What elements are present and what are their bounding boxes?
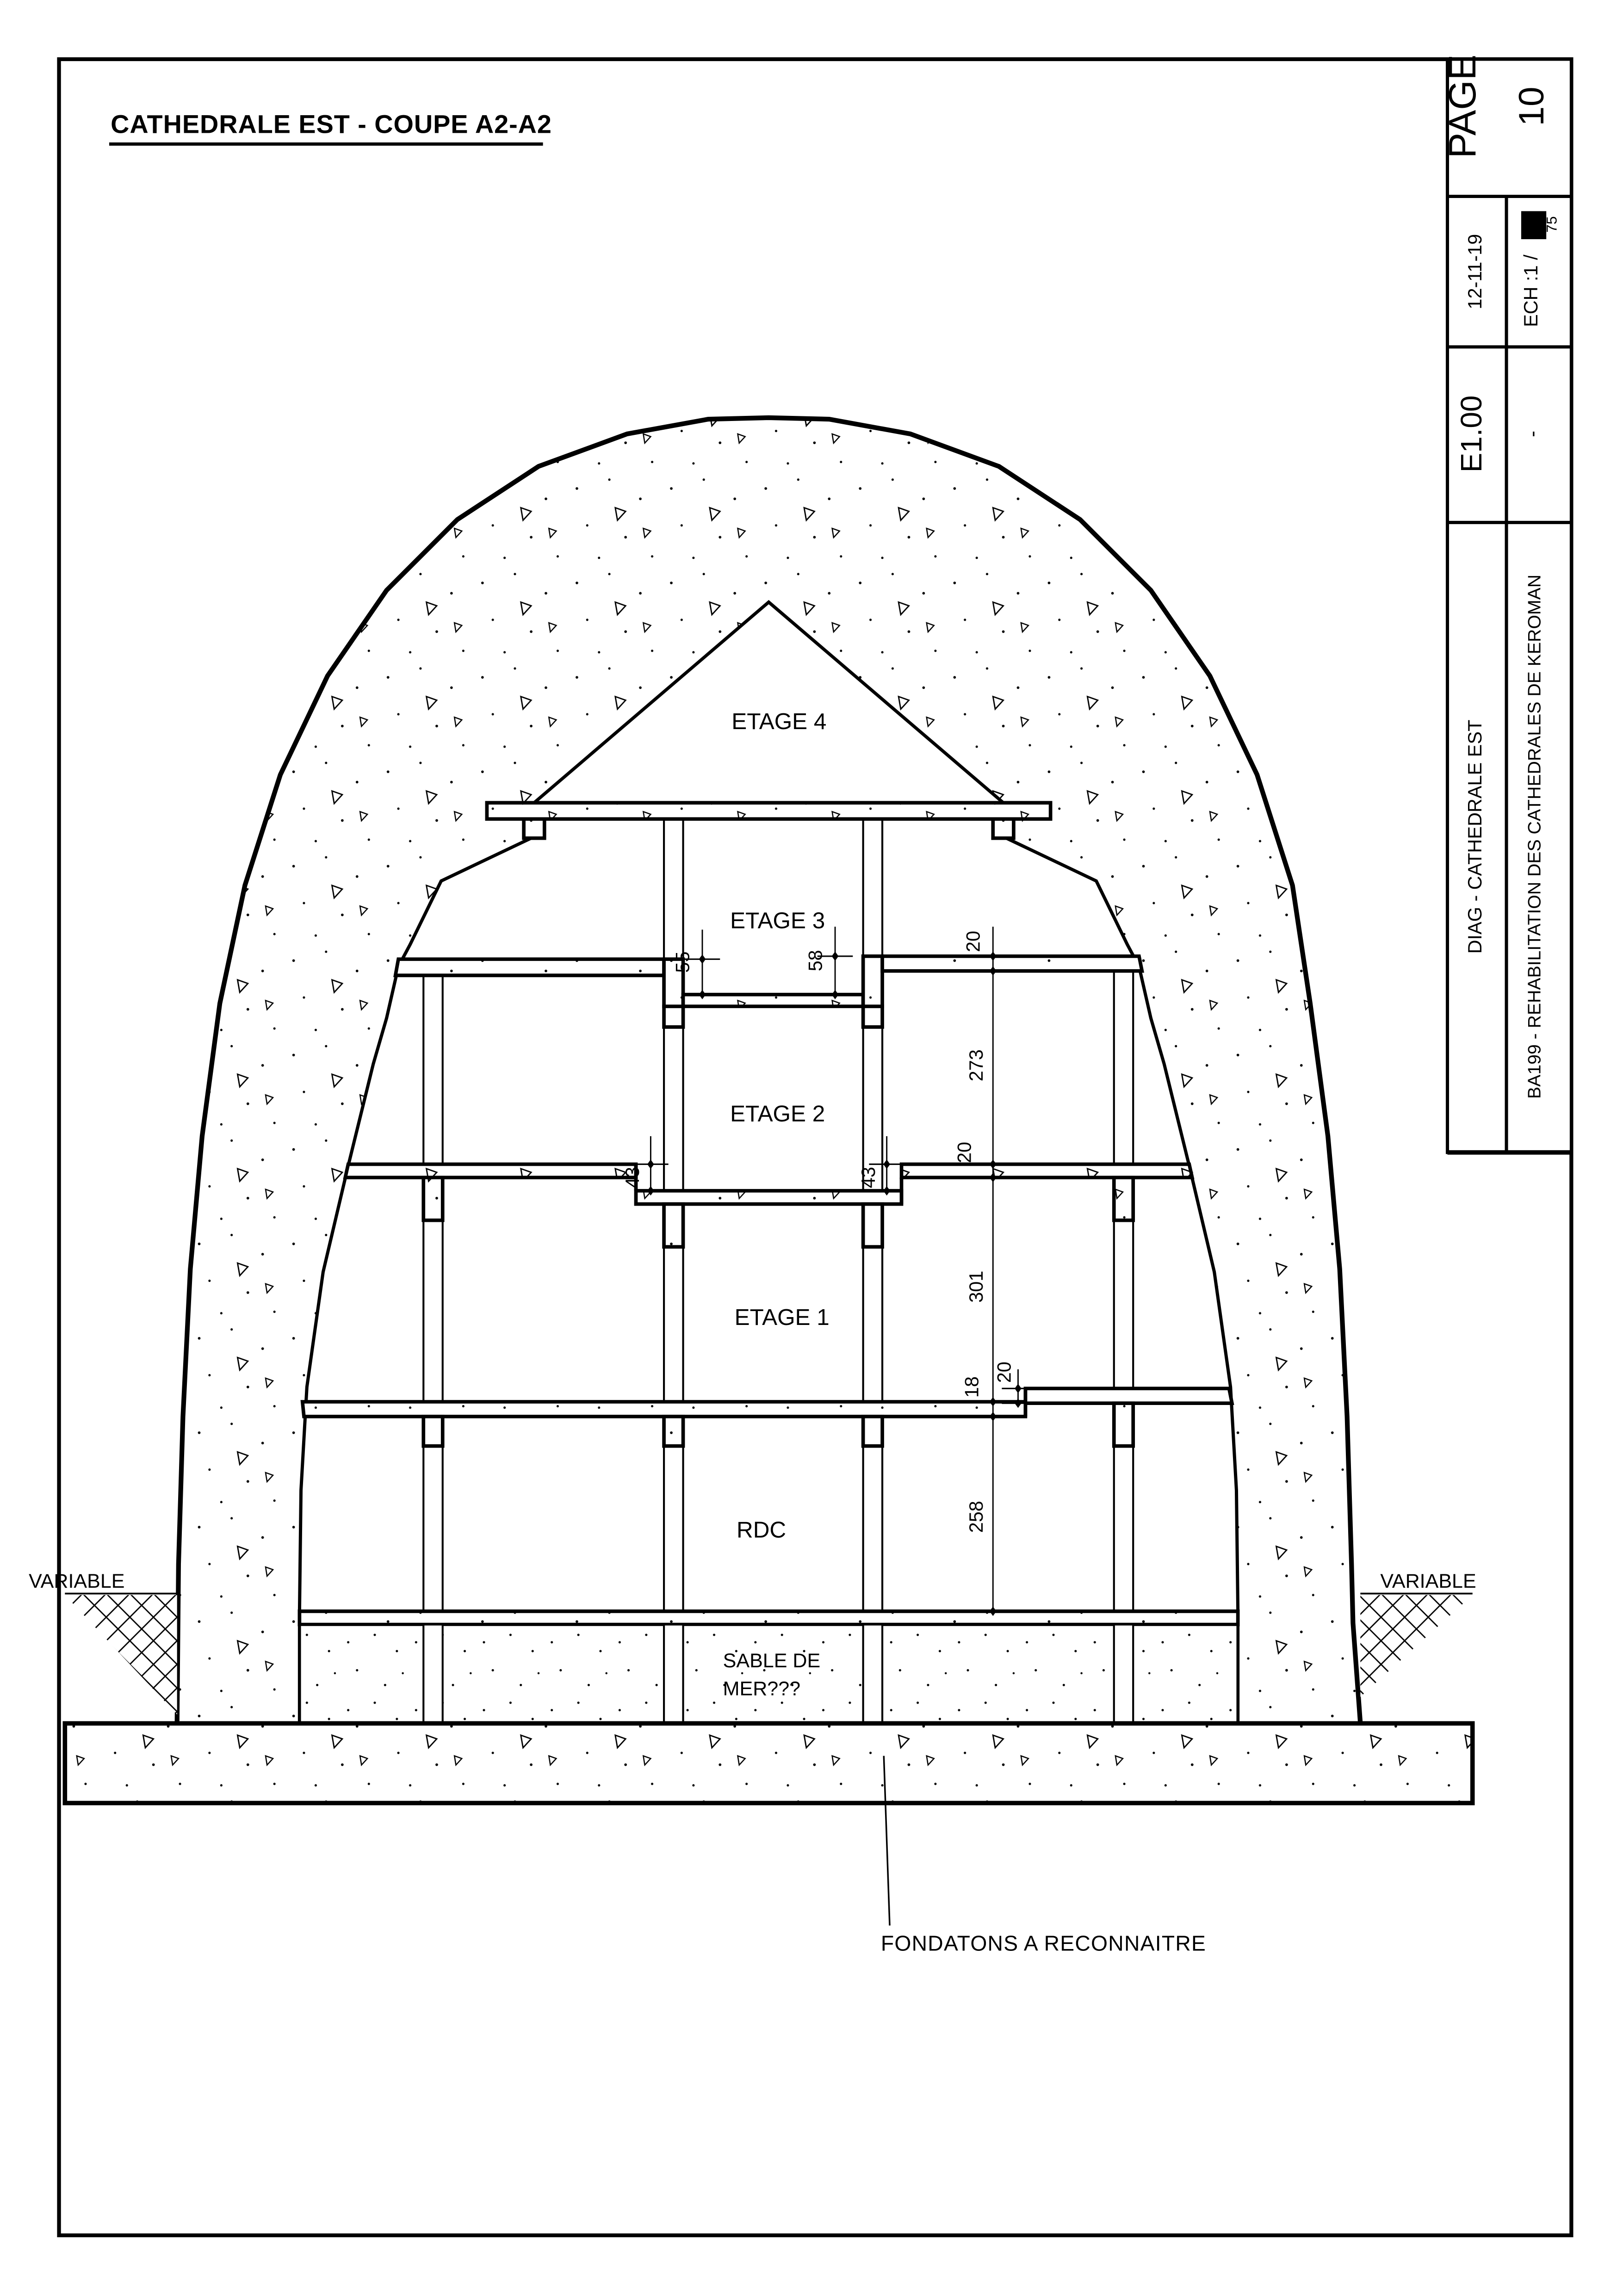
beam-stub xyxy=(423,1177,442,1220)
foundation-slab xyxy=(65,1723,1472,1803)
label-etage1: ETAGE 1 xyxy=(734,1305,830,1331)
slab-etage1-left xyxy=(303,1402,1026,1417)
foundation-wall xyxy=(664,1625,683,1724)
foundation-wall xyxy=(1114,1625,1133,1724)
title-block-date: 12-11-19 xyxy=(1463,234,1486,309)
foundation-wall xyxy=(423,1625,442,1724)
foundation-wall xyxy=(863,1625,882,1724)
dim-e1-height: 301 xyxy=(965,1270,987,1303)
beam-stub xyxy=(664,1204,683,1247)
label-etage2: ETAGE 2 xyxy=(730,1101,825,1127)
slab-etage2-mid xyxy=(636,1191,901,1204)
dim-e1-slab-right: 20 xyxy=(993,1362,1015,1383)
title-block xyxy=(1441,55,1571,1152)
label-etage4: ETAGE 4 xyxy=(731,708,827,734)
column xyxy=(664,1027,683,1191)
soil-layer xyxy=(301,1625,1237,1724)
title-block-revision: - xyxy=(1521,431,1543,437)
column xyxy=(1114,971,1133,1164)
title-block-project-title: BA199 - REHABILITATION DES CATHEDRALES DE KEROMAN xyxy=(1524,574,1545,1099)
title-block-page-number: 10 xyxy=(1511,87,1551,126)
column xyxy=(863,819,882,956)
title-block-page-label: PAGE xyxy=(1441,54,1484,159)
slab-corbel xyxy=(524,819,545,838)
beam-stub xyxy=(863,1204,882,1247)
column xyxy=(863,1247,882,1402)
beam-stub xyxy=(1114,1403,1133,1446)
column xyxy=(863,1446,882,1611)
beam-stub xyxy=(664,1006,683,1027)
slab-etage2-left xyxy=(345,1164,636,1178)
slab-etage1-right xyxy=(1025,1388,1232,1403)
column xyxy=(664,819,683,959)
scale-redaction-box xyxy=(1521,211,1546,239)
dim-e2-drop-right: 43 xyxy=(857,1167,880,1188)
label-etage3: ETAGE 3 xyxy=(730,908,825,934)
column xyxy=(664,1446,683,1611)
soil-label-line1: SABLE DE xyxy=(723,1650,821,1672)
slab-etage3-left xyxy=(396,959,664,975)
dim-e2-drop-left: 43 xyxy=(621,1167,643,1188)
slab-etage3-right xyxy=(882,956,1142,971)
title-block-scale-label: ECH :1 / xyxy=(1520,254,1542,327)
slab-ground xyxy=(299,1611,1238,1625)
beam-stub xyxy=(1114,1177,1133,1220)
title-block-doc-title: DIAG - CATHEDRALE EST xyxy=(1463,719,1486,954)
beam-stub xyxy=(863,1417,882,1446)
column xyxy=(1114,1220,1133,1389)
slab-etage2-right xyxy=(902,1164,1192,1178)
column xyxy=(423,1220,442,1402)
soil-label-line2: MER??? xyxy=(723,1677,801,1700)
dim-e2-slab: 20 xyxy=(953,1142,975,1163)
foundation-note-text: FONDATONS A RECONNAITRE xyxy=(880,1931,1207,1956)
ground-label-right: VARIABLE xyxy=(1380,1570,1476,1592)
column xyxy=(423,1446,442,1611)
dim-e1-slab-left: 18 xyxy=(960,1376,983,1398)
column xyxy=(863,1027,882,1191)
title-block-scale-denominator: 75 xyxy=(1543,216,1560,233)
label-rdc: RDC xyxy=(737,1517,787,1543)
beam-stub xyxy=(664,1417,683,1446)
column xyxy=(423,975,442,1164)
beam-stub xyxy=(423,1417,442,1446)
column xyxy=(1114,1446,1133,1611)
dim-rdc-height: 258 xyxy=(965,1501,987,1533)
beam-stub xyxy=(863,1006,882,1027)
sheet-title-text: CATHEDRALE EST - COUPE A2-A2 xyxy=(111,109,552,139)
dim-e3-step-right: 58 xyxy=(804,950,826,972)
slab-step xyxy=(863,956,882,1006)
dim-e2-height: 273 xyxy=(965,1049,987,1082)
slab-etage4 xyxy=(487,803,1050,819)
title-block-doc-number: E1.00 xyxy=(1454,395,1488,473)
ground-label-left: VARIABLE xyxy=(29,1570,125,1592)
column xyxy=(664,1247,683,1402)
dim-e3-step-left: 55 xyxy=(671,951,694,973)
dim-e3-slab: 20 xyxy=(962,930,984,953)
slab-corbel xyxy=(993,819,1014,838)
